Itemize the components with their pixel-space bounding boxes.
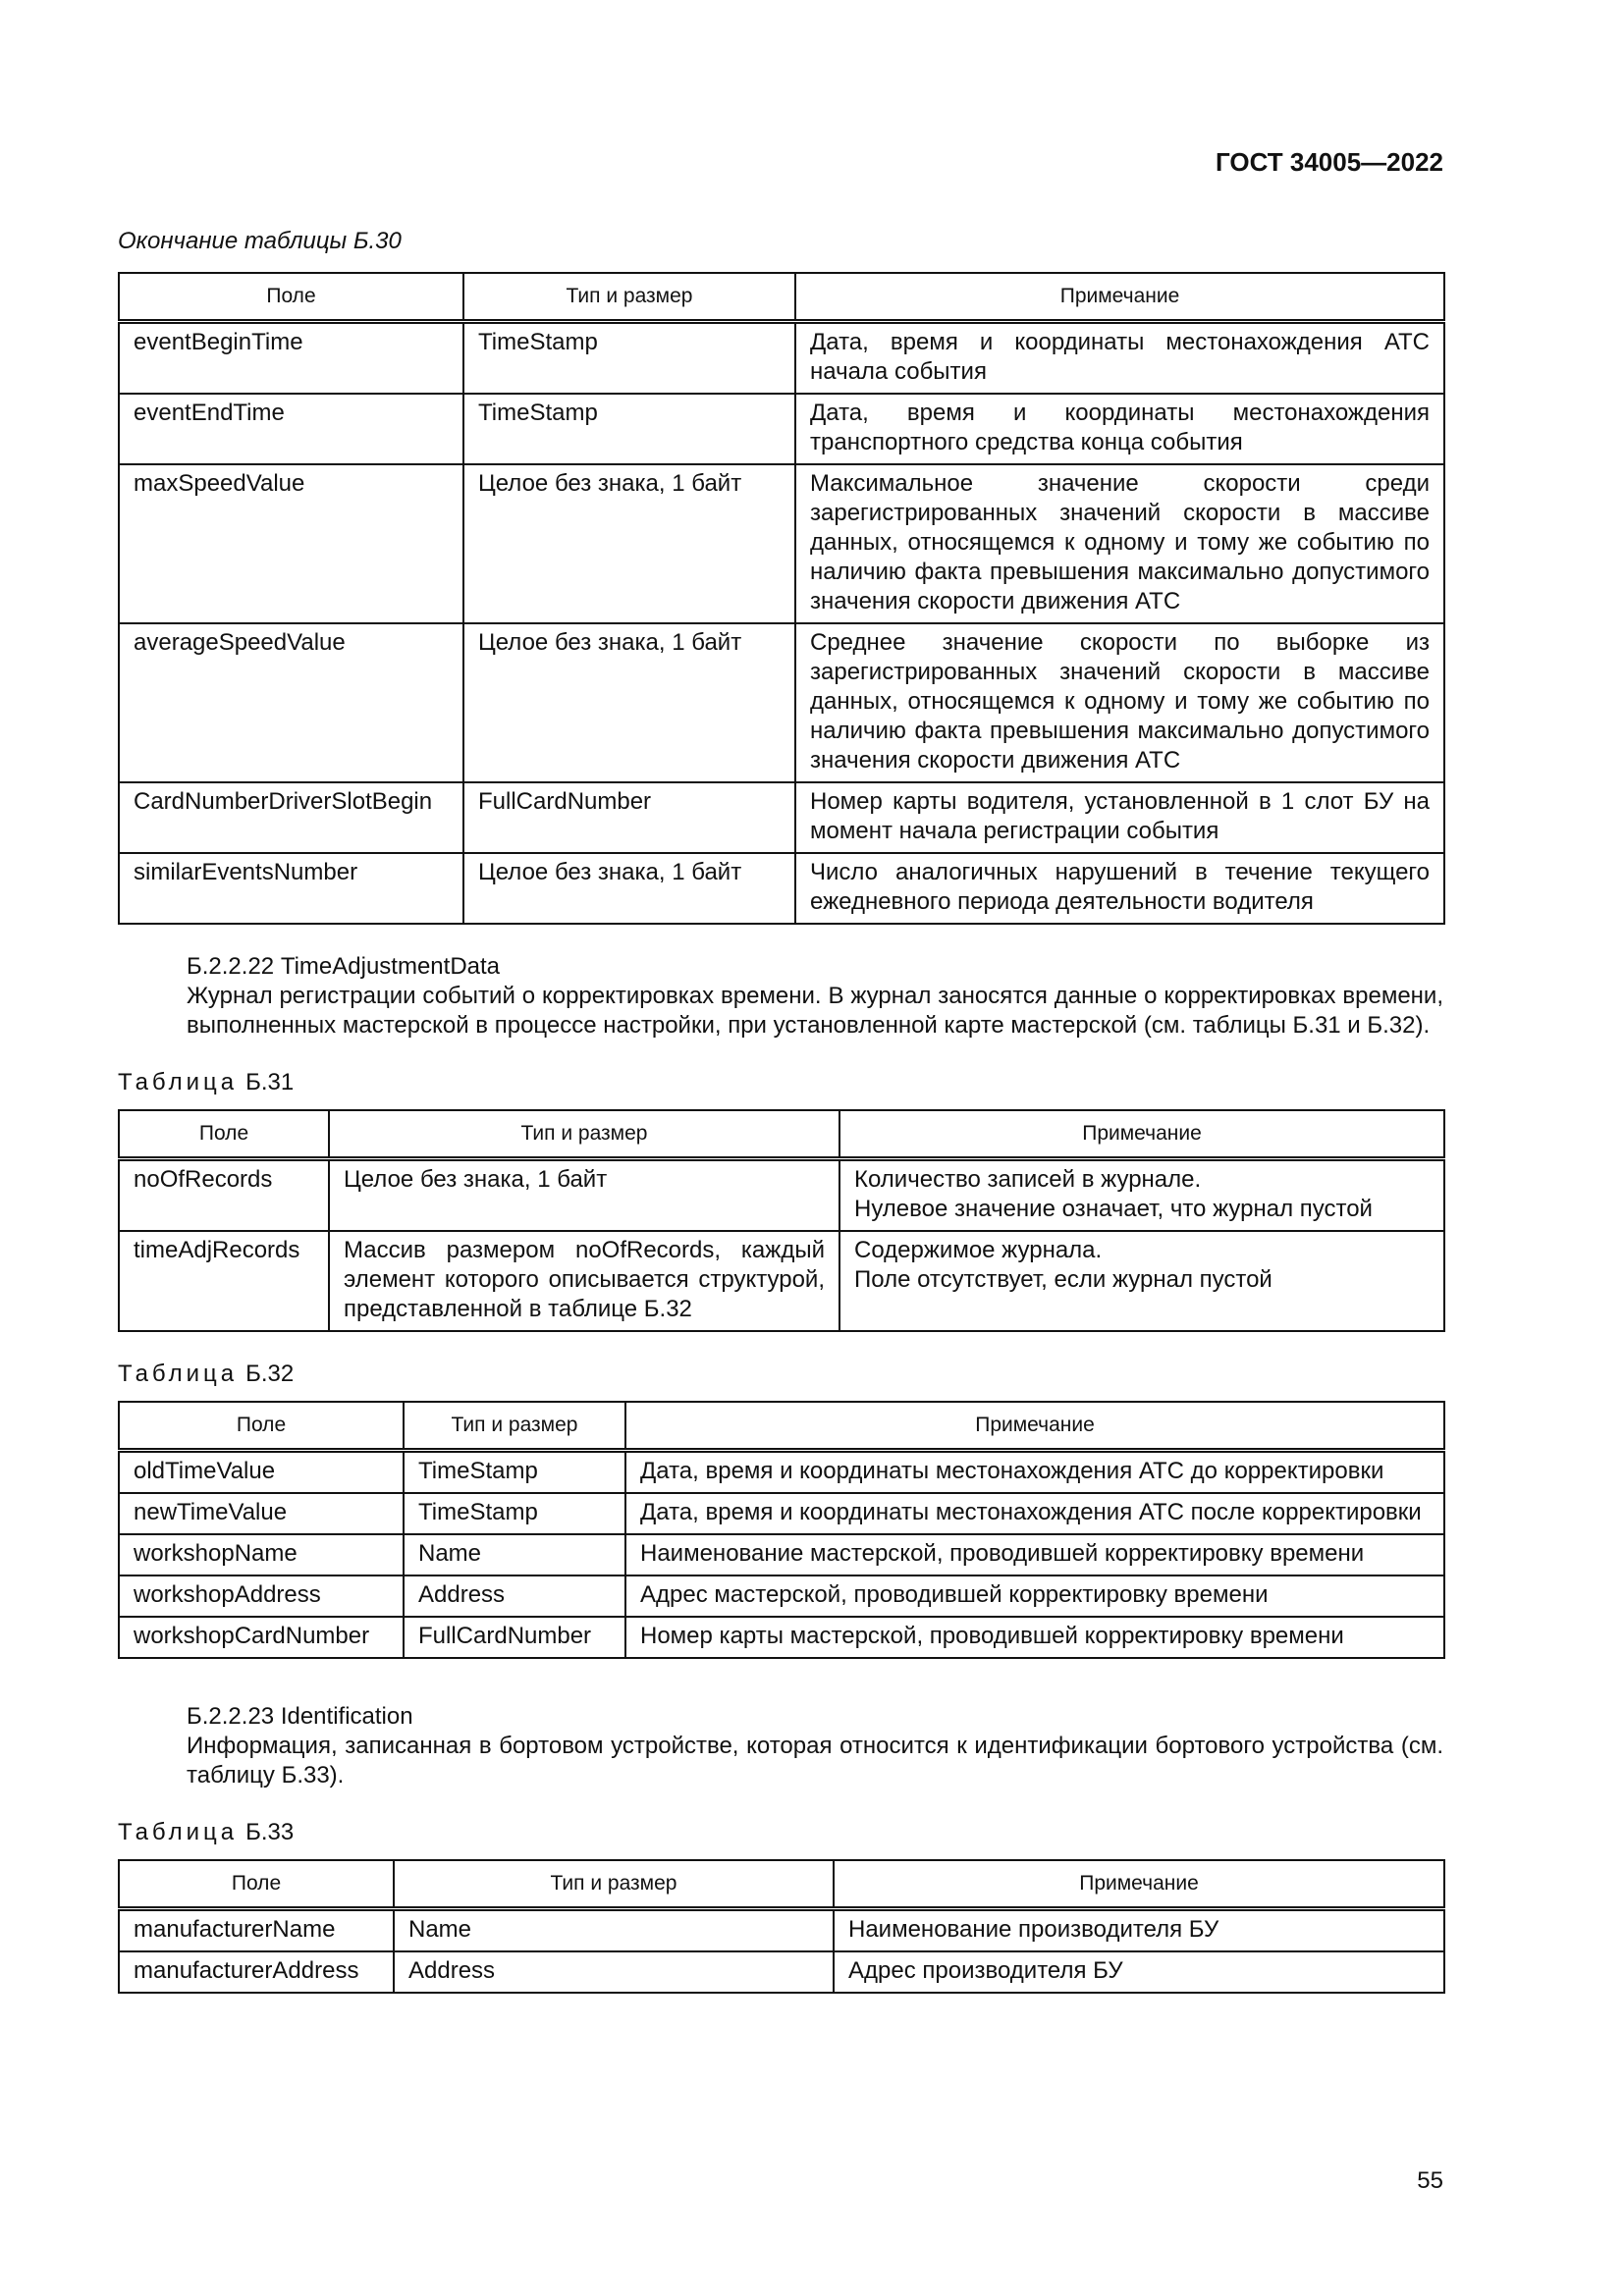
column-header-field: Поле bbox=[119, 1110, 329, 1159]
field-cell: workshopCardNumber bbox=[119, 1617, 404, 1658]
table-row bbox=[119, 1231, 1444, 1331]
table-b30-caption: Окончание таблицы Б.30 bbox=[118, 228, 402, 254]
field-cell: noOfRecords bbox=[119, 1159, 329, 1232]
field-cell: similarEventsNumber bbox=[119, 853, 463, 924]
table-caption-number: Б.33 bbox=[245, 1819, 295, 1845]
type-cell: TimeStamp bbox=[404, 1493, 625, 1534]
note-cell: Номер карты мастерской, проводившей корректировку времени bbox=[625, 1617, 1444, 1658]
column-header-field: Поле bbox=[119, 1860, 394, 1909]
section-heading: Б.2.2.23 Identification bbox=[187, 1703, 413, 1730]
document-id: ГОСТ 34005—2022 bbox=[1216, 147, 1443, 177]
type-cell: Массив размером noOfRecords, каждый элемент которого описывается структурой, представленной в таблице Б.32 bbox=[329, 1231, 839, 1331]
field-cell: timeAdjRecords bbox=[119, 1231, 329, 1331]
type-cell: Целое без знака, 1 байт bbox=[463, 623, 795, 782]
column-header-field: Поле bbox=[119, 273, 463, 322]
table-row bbox=[119, 464, 1444, 623]
page-number: 55 bbox=[1417, 2167, 1443, 2194]
note-cell: Максимальное значение скорости среди зарегистрированных значений скорости в массиве данных, относящемся к одному и тому же событию по наличию факта превышения максимально допустимого значения скорости движения АТС bbox=[795, 464, 1444, 623]
field-cell: workshopAddress bbox=[119, 1575, 404, 1617]
table-caption-label: Таблица bbox=[118, 1819, 239, 1845]
field-cell: newTimeValue bbox=[119, 1493, 404, 1534]
section-b2222 bbox=[118, 952, 1443, 1041]
table-row bbox=[119, 782, 1444, 853]
type-cell: TimeStamp bbox=[463, 322, 795, 395]
table-row bbox=[119, 1951, 1444, 1993]
table-row bbox=[119, 1575, 1444, 1617]
table-b31 bbox=[118, 1109, 1445, 1332]
type-cell: TimeStamp bbox=[463, 394, 795, 464]
note-cell: Наименование производителя БУ bbox=[834, 1909, 1444, 1952]
table-row bbox=[119, 322, 1444, 395]
table-caption-number: Б.31 bbox=[245, 1069, 295, 1095]
table-header-row bbox=[119, 1402, 1444, 1451]
field-cell: CardNumberDriverSlotBegin bbox=[119, 782, 463, 853]
note-cell: Дата, время и координаты местонахождения АТС после корректировки bbox=[625, 1493, 1444, 1534]
field-cell: oldTimeValue bbox=[119, 1451, 404, 1494]
type-cell: Address bbox=[394, 1951, 834, 1993]
table-b31-caption bbox=[118, 1069, 294, 1096]
type-cell: FullCardNumber bbox=[463, 782, 795, 853]
table-b33 bbox=[118, 1859, 1445, 1994]
section-heading: Б.2.2.22 TimeAdjustmentData bbox=[187, 953, 501, 980]
note-cell: Адрес производителя БУ bbox=[834, 1951, 1444, 1993]
column-header-type: Тип и размер bbox=[463, 273, 795, 322]
table-row bbox=[119, 1909, 1444, 1952]
note-cell: Дата, время и координаты местонахождения АТС до корректировки bbox=[625, 1451, 1444, 1494]
type-cell: Name bbox=[404, 1534, 625, 1575]
table-header-row bbox=[119, 1860, 1444, 1909]
column-header-type: Тип и размер bbox=[394, 1860, 834, 1909]
note-cell: Наименование мастерской, проводившей корректировку времени bbox=[625, 1534, 1444, 1575]
note-line: Количество записей в журнале. bbox=[854, 1166, 1202, 1193]
type-cell: Name bbox=[394, 1909, 834, 1952]
type-cell: TimeStamp bbox=[404, 1451, 625, 1494]
note-cell: Номер карты водителя, установленной в 1 слот БУ на момент начала регистрации события bbox=[795, 782, 1444, 853]
table-b32-caption bbox=[118, 1361, 294, 1388]
column-header-note: Примечание bbox=[795, 273, 1444, 322]
type-cell: Address bbox=[404, 1575, 625, 1617]
column-header-type: Тип и размер bbox=[329, 1110, 839, 1159]
note-cell: Адрес мастерской, проводившей корректировку времени bbox=[625, 1575, 1444, 1617]
note-cell: Число аналогичных нарушений в течение текущего ежедневного периода деятельности водителя bbox=[795, 853, 1444, 924]
field-cell: eventBeginTime bbox=[119, 322, 463, 395]
field-cell: manufacturerAddress bbox=[119, 1951, 394, 1993]
note-line: Нулевое значение означает, что журнал пустой bbox=[854, 1196, 1373, 1222]
table-b32 bbox=[118, 1401, 1445, 1659]
note-cell: Дата, время и координаты местонахождения транспортного средства конца события bbox=[795, 394, 1444, 464]
field-cell: averageSpeedValue bbox=[119, 623, 463, 782]
field-cell: maxSpeedValue bbox=[119, 464, 463, 623]
note-line: Содержимое журнала. bbox=[854, 1237, 1103, 1263]
note-line: Поле отсутствует, если журнал пустой bbox=[854, 1266, 1272, 1293]
table-b33-caption bbox=[118, 1819, 294, 1846]
column-header-field: Поле bbox=[119, 1402, 404, 1451]
type-cell: Целое без знака, 1 байт bbox=[329, 1159, 839, 1232]
section-text: Информация, записанная в бортовом устройстве, которая относится к идентификации бортового устройства (см. таблицу Б.33). bbox=[187, 1733, 1443, 1789]
note-cell: Среднее значение скорости по выборке из зарегистрированных значений скорости в массиве данных, относящемся к одному и тому же событию по наличию факта превышения максимально допустимого значения скорости движения АТС bbox=[795, 623, 1444, 782]
table-b30 bbox=[118, 272, 1445, 925]
table-caption-label: Таблица bbox=[118, 1069, 239, 1095]
column-header-note: Примечание bbox=[834, 1860, 1444, 1909]
note-cell bbox=[839, 1159, 1444, 1232]
column-header-type: Тип и размер bbox=[404, 1402, 625, 1451]
table-header-row bbox=[119, 1110, 1444, 1159]
note-cell: Дата, время и координаты местонахождения АТС начала события bbox=[795, 322, 1444, 395]
field-cell: eventEndTime bbox=[119, 394, 463, 464]
type-cell: Целое без знака, 1 байт bbox=[463, 464, 795, 623]
table-row bbox=[119, 1617, 1444, 1658]
section-text: Журнал регистрации событий о корректировках времени. В журнал заносятся данные о корректировках времени, выполненных мастерской в процессе настройки, при установленной карте мастерской (см. таблицы Б.31 и Б.32). bbox=[187, 983, 1443, 1039]
column-header-note: Примечание bbox=[839, 1110, 1444, 1159]
table-row bbox=[119, 1451, 1444, 1494]
field-cell: manufacturerName bbox=[119, 1909, 394, 1952]
table-caption-label: Таблица bbox=[118, 1361, 239, 1387]
section-b2223 bbox=[118, 1702, 1443, 1790]
column-header-note: Примечание bbox=[625, 1402, 1444, 1451]
table-row bbox=[119, 1534, 1444, 1575]
type-cell: Целое без знака, 1 байт bbox=[463, 853, 795, 924]
type-cell: FullCardNumber bbox=[404, 1617, 625, 1658]
field-cell: workshopName bbox=[119, 1534, 404, 1575]
table-row bbox=[119, 394, 1444, 464]
note-cell bbox=[839, 1231, 1444, 1331]
table-row bbox=[119, 1493, 1444, 1534]
table-header-row bbox=[119, 273, 1444, 322]
table-row bbox=[119, 853, 1444, 924]
table-caption-number: Б.32 bbox=[245, 1361, 295, 1387]
table-row bbox=[119, 1159, 1444, 1232]
table-row bbox=[119, 623, 1444, 782]
